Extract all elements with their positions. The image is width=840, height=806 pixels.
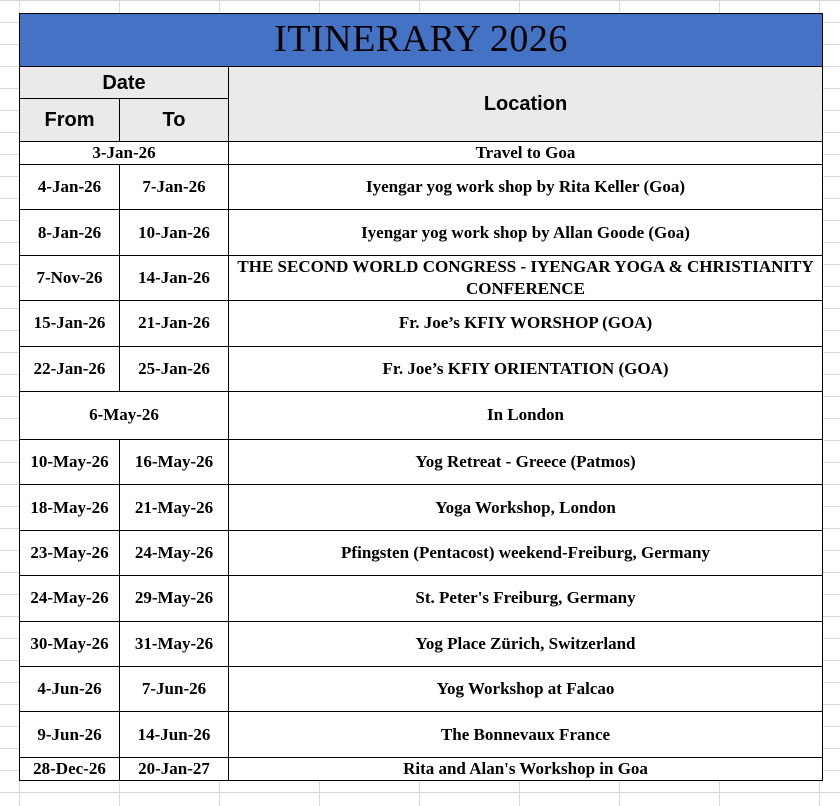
- row-from-cell[interactable]: 28-Dec-26: [20, 758, 120, 780]
- row-from-cell[interactable]: 4-Jun-26: [20, 667, 120, 712]
- row-to-cell[interactable]: 21-May-26: [120, 485, 229, 530]
- row-location-cell[interactable]: In London: [229, 392, 822, 440]
- row-to-cell[interactable]: 29-May-26: [120, 576, 229, 621]
- row-to-cell[interactable]: 31-May-26: [120, 622, 229, 667]
- row-location-cell[interactable]: THE SECOND WORLD CONGRESS - IYENGAR YOGA & CHRISTIANITY CONFERENCE: [229, 256, 822, 301]
- row-location-cell[interactable]: Rita and Alan's Workshop in Goa: [403, 758, 648, 778]
- header-date[interactable]: Date: [20, 67, 229, 99]
- row-from-cell[interactable]: 15-Jan-26: [20, 301, 120, 346]
- header-from[interactable]: From: [20, 99, 120, 142]
- row-to-cell[interactable]: 14-Jan-26: [120, 256, 229, 301]
- row-to-cell[interactable]: 21-Jan-26: [120, 301, 229, 346]
- row-location-cell[interactable]: Iyengar yog work shop by Allan Goode (Goa): [229, 210, 822, 255]
- row-location-cell[interactable]: Fr. Joe’s KFIY ORIENTATION (GOA): [229, 347, 822, 392]
- row-location-cell[interactable]: Fr. Joe’s KFIY WORSHOP (GOA): [229, 301, 822, 346]
- row-from-cell[interactable]: 9-Jun-26: [20, 712, 120, 757]
- row-location-cell[interactable]: Yoga Workshop, London: [229, 485, 822, 530]
- row-to-cell[interactable]: 14-Jun-26: [120, 712, 229, 757]
- row-location-cell[interactable]: Pfingsten (Pentacost) weekend-Freiburg, Germany: [229, 531, 822, 576]
- itinerary-table: [19, 13, 823, 781]
- row-from-cell[interactable]: 7-Nov-26: [20, 256, 120, 301]
- header-location[interactable]: Location: [229, 67, 822, 142]
- row-location-cell[interactable]: Iyengar yog work shop by Rita Keller (Goa): [229, 165, 822, 210]
- row-from-cell[interactable]: 30-May-26: [20, 622, 120, 667]
- row-to-cell[interactable]: 7-Jun-26: [120, 667, 229, 712]
- row-date-cell[interactable]: 6-May-26: [20, 392, 229, 440]
- row-date-cell[interactable]: 3-Jan-26: [20, 142, 229, 165]
- row-from-cell[interactable]: 8-Jan-26: [20, 210, 120, 255]
- row-from-cell[interactable]: 22-Jan-26: [20, 347, 120, 392]
- row-to-cell[interactable]: 24-May-26: [120, 531, 229, 576]
- row-location-cell[interactable]: Yog Place Zürich, Switzerland: [229, 622, 822, 667]
- row-to-cell[interactable]: 7-Jan-26: [120, 165, 229, 210]
- row-location-cell[interactable]: Yog Retreat - Greece (Patmos): [229, 440, 822, 485]
- table-title[interactable]: ITINERARY 2026: [20, 14, 822, 67]
- row-location-cell[interactable]: The Bonnevaux France: [229, 712, 822, 757]
- row-to-cell[interactable]: 16-May-26: [120, 440, 229, 485]
- row-from-cell[interactable]: 23-May-26: [20, 531, 120, 576]
- row-location-cell[interactable]: St. Peter's Freiburg, Germany: [229, 576, 822, 621]
- row-to-cell[interactable]: 20-Jan-27: [120, 758, 229, 780]
- row-location-cell[interactable]: Yog Workshop at Falcao: [229, 667, 822, 712]
- row-from-cell[interactable]: 4-Jan-26: [20, 165, 120, 210]
- row-location-cell[interactable]: Travel to Goa: [229, 142, 822, 165]
- row-from-cell[interactable]: 10-May-26: [20, 440, 120, 485]
- header-to[interactable]: To: [120, 99, 229, 142]
- row-from-cell[interactable]: 18-May-26: [20, 485, 120, 530]
- row-from-cell[interactable]: 24-May-26: [20, 576, 120, 621]
- row-to-cell[interactable]: 10-Jan-26: [120, 210, 229, 255]
- row-to-cell[interactable]: 25-Jan-26: [120, 347, 229, 392]
